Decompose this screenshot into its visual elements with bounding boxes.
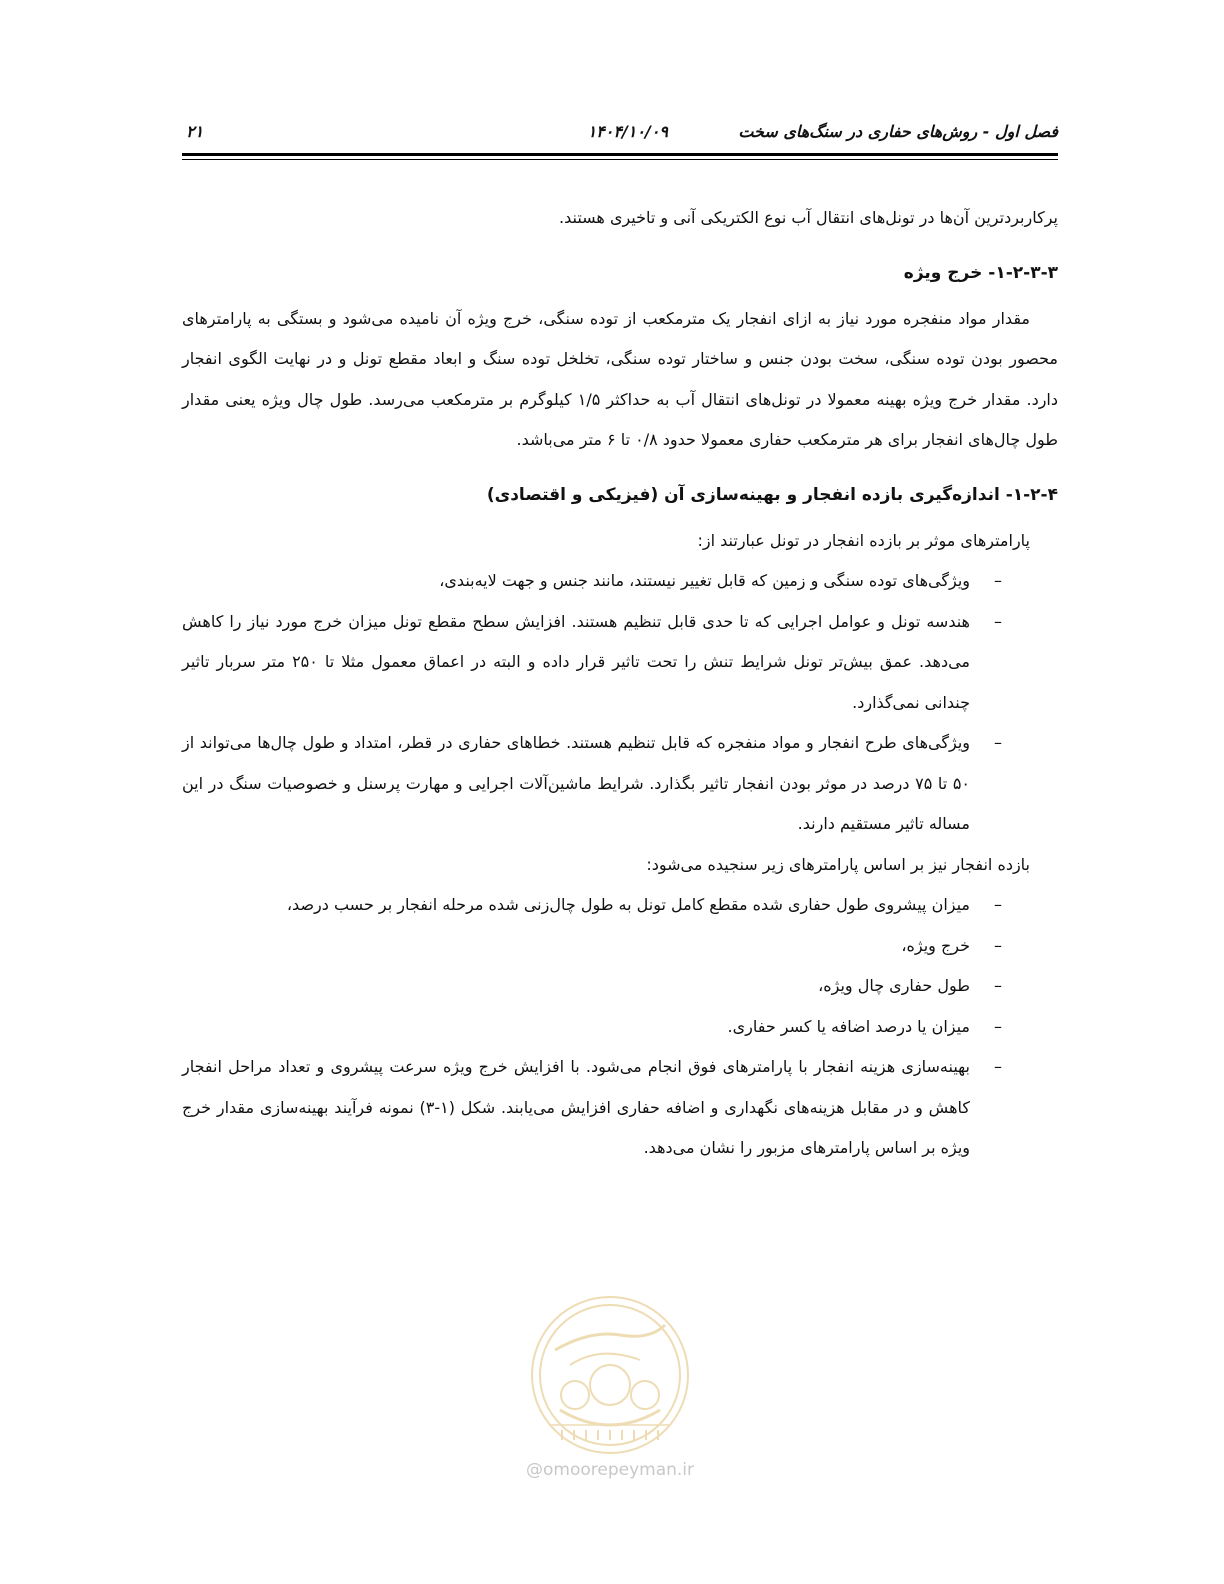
list-item: – طول حفاری چال ویژه، <box>182 966 970 1007</box>
list-item: – هندسه تونل و عوامل اجرایی که تا حدی قابل تنظیم هستند. افزایش سطح مقطع تونل میزان خرج مورد نیاز را کاهش می‌دهد. عمق بیش‌تر تونل شرایط تنش را تحت تاثیر قرار داده و البته در اعماق معمول مثلا تا ۲۵۰ متر سربار تاثیر چندانی نمی‌گذارد. <box>182 602 970 724</box>
section-heading-blast-efficiency: ۱-۲-۴- اندازه‌گیری بازده انفجار و بهینه‌سازی آن (فیزیکی و اقتصادی) <box>486 484 1058 505</box>
list-item: – بهینه‌سازی هزینه انفجار با پارامترهای فوق انجام می‌شود. با افزایش خرج ویژه سرعت پیشروی و تعداد مراحل انفجار کاهش و در مقابل هزینه‌های نگهداری و اضافه حفاری افزایش می‌یابند. شکل (۱-۳) نمونه فرآیند بهینه‌سازی مقدار خرج ویژه بر اساس پارامترهای مزبور را نشان می‌دهد. <box>182 1047 970 1169</box>
header-rule-thick <box>182 153 1058 156</box>
list-item: – میزان یا درصد اضافه یا کسر حفاری. <box>182 1007 970 1048</box>
list-item: – میزان پیشروی طول حفاری شده مقطع کامل تونل به طول چال‌زنی شده مرحله انفجار بر حسب درصد، <box>182 885 970 926</box>
effective-parameters-lead: پارامترهای موثر بر بازده انفجار در تونل عبارتند از: <box>697 530 1030 550</box>
watermark-url: @omoorepeyman.ir <box>525 1460 695 1480</box>
page-number: ۲۱ <box>186 122 204 141</box>
list-item: – ویژگی‌های توده سنگی و زمین که قابل تغییر نیستند، مانند جنس و جهت لایه‌بندی، <box>182 561 970 602</box>
section-heading-specific-charge: ۱-۲-۳-۳- خرج ویژه <box>903 262 1058 283</box>
list-item: – ویژگی‌های طرح انفجار و مواد منفجره که قابل تنظیم هستند. خطاهای حفاری در قطر، امتداد و طول چال‌ها می‌تواند از ۵۰ تا ۷۵ درصد در موثر بودن انفجار تاثیر بگذارد. شرایط ماشین‌آلات اجرایی و مهارت پرسنل و خصوصیات سنگ در این مساله تاثیر مستقیم دارند. <box>182 723 970 845</box>
list-item: – خرج ویژه، <box>182 926 970 967</box>
page-body <box>182 198 1058 1169</box>
measurement-parameters-lead: بازده انفجار نیز بر اساس پارامترهای زیر سنجیده می‌شود: <box>646 854 1030 874</box>
header-date: ۱۴۰۴/۱۰/۰۹ <box>587 122 668 141</box>
measurement-parameters-list <box>182 885 1058 1169</box>
specific-charge-paragraph: مقدار مواد منفجره مورد نیاز به ازای انفجار یک مترمکعب از توده سنگی، خرج ویژه آن نامیده می‌شود و بستگی به پارامترهای محصور بودن توده سنگی، سخت بودن جنس و ساختار توده سنگی، تخلخل توده سنگ و ابعاد مقطع تونل و در نهایت الگوی انفجار دارد. مقدار خرج ویژه بهینه معمولا در تونل‌های انتقال آب به حداکثر ۱/۵ کیلوگرم بر مترمکعب می‌رسد. طول چال ویژه یعنی مقدار طول چال‌های انفجار برای هر مترمکعب حفاری معمولا حدود ۰/۸ تا ۶ متر می‌باشد. <box>182 308 1058 449</box>
seal-emblem-icon <box>500 1290 720 1460</box>
chapter-title: فصل اول - روش‌های حفاری در سنگ‌های سخت <box>738 122 1058 141</box>
effective-parameters-list <box>182 561 1058 845</box>
page-header <box>182 118 1058 148</box>
intro-paragraph: پرکاربردترین آن‌ها در تونل‌های انتقال آب نوع الکتریکی آنی و تاخیری هستند. <box>559 208 1058 227</box>
header-rule-thin <box>182 159 1058 160</box>
